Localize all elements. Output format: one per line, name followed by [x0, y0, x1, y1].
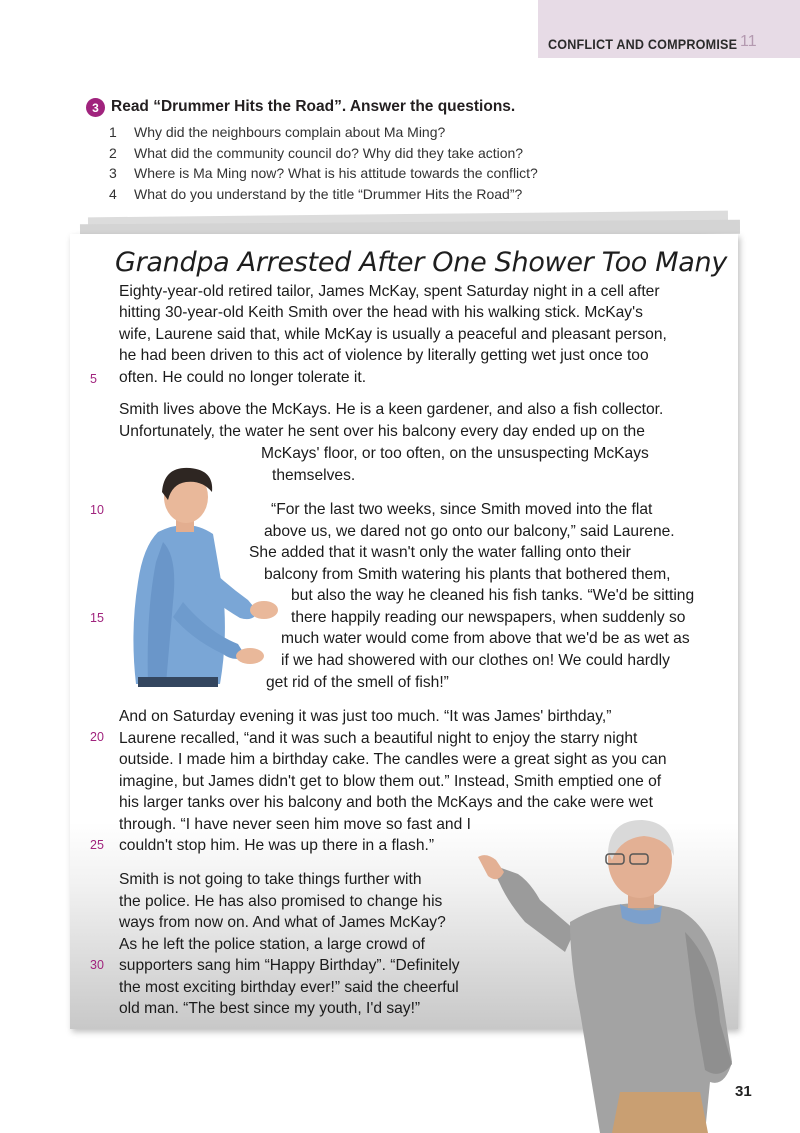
question-item — [109, 145, 523, 161]
question-item — [109, 124, 445, 140]
article-line: Eighty-year-old retired tailor, James McKay, spent Saturday night in a cell after — [119, 283, 660, 300]
line-number: 20 — [90, 730, 104, 744]
article-line: often. He could no longer tolerate it. — [119, 369, 367, 386]
article-line: Smith lives above the McKays. He is a keen gardener, and also a fish collector. — [119, 401, 664, 418]
page-number: 31 — [735, 1083, 752, 1100]
article-line: couldn't stop him. He was up there in a flash.” — [119, 837, 435, 854]
question-text: What did the community council do? Why did they take action? — [134, 145, 524, 161]
article-line: supporters sang him “Happy Birthday”. “Definitely — [119, 957, 460, 974]
article-line: his larger tanks over his balcony and both the McKays and the cake were wet — [119, 794, 653, 811]
article-line: get rid of the smell of fish!” — [266, 674, 449, 691]
line-number: 25 — [90, 838, 104, 852]
article-line: And on Saturday evening it was just too much. “It was James' birthday,” — [119, 708, 612, 725]
question-number: 1 — [109, 124, 117, 140]
chapter-number: 11 — [740, 33, 757, 50]
article-line: hitting 30-year-old Keith Smith over the head with his walking stick. McKay's — [119, 304, 643, 321]
article-line: wife, Laurene said that, while McKay is usually a peaceful and pleasant person, — [119, 326, 667, 343]
article-line: through. “I have never seen him move so fast and I — [119, 816, 471, 833]
task-number-badge: 3 — [86, 98, 105, 117]
article-line: Smith is not going to take things further with — [119, 871, 422, 888]
article-line: She added that it wasn't only the water falling onto their — [249, 544, 631, 561]
article-line: “For the last two weeks, since Smith moved into the flat — [271, 501, 653, 518]
question-text: What do you understand by the title “Drummer Hits the Road”? — [134, 186, 523, 202]
article-line: the police. He has also promised to change his — [119, 893, 443, 910]
article-line: themselves. — [272, 467, 356, 484]
line-number: 30 — [90, 958, 104, 972]
question-text: Where is Ma Ming now? What is his attitude towards the conflict? — [134, 165, 538, 181]
article-line: he had been driven to this act of violence by literally getting wet just once too — [119, 347, 649, 364]
article-line: balcony from Smith watering his plants that bothered them, — [264, 566, 671, 583]
article-line: much water would come from above that we'd be as wet as — [281, 630, 690, 647]
article-line: there happily reading our newspapers, when suddenly so — [291, 609, 686, 626]
question-item — [109, 165, 538, 181]
question-text: Why did the neighbours complain about Ma Ming? — [134, 124, 446, 140]
article-line: but also the way he cleaned his fish tanks. “We'd be sitting — [291, 587, 695, 604]
article-line: Laurene recalled, “and it was such a beautiful night to enjoy the starry night — [119, 730, 638, 747]
question-number: 4 — [109, 186, 117, 202]
line-number: 5 — [90, 372, 97, 386]
question-number: 3 — [109, 165, 117, 181]
chapter-title: CONFLICT AND COMPROMISE — [548, 36, 738, 52]
task-instruction: Read “Drummer Hits the Road”. Answer the questions. — [111, 98, 516, 115]
article-line: Unfortunately, the water he sent over his balcony every day ended up on the — [119, 423, 645, 440]
article-line: outside. I made him a birthday cake. The candles were a great sight as you can — [119, 751, 667, 768]
line-number: 10 — [90, 503, 104, 517]
article-line: old man. “The best since my youth, I'd say!” — [119, 1000, 421, 1017]
article-line: above us, we dared not go onto our balcony,” said Laurene. — [264, 523, 675, 540]
article-line: As he left the police station, a large crowd of — [119, 936, 425, 953]
article-line: McKays' floor, or too often, on the unsuspecting McKays — [261, 445, 649, 462]
article-line: ways from now on. And what of James McKay? — [119, 914, 446, 931]
article-line: if we had showered with our clothes on! We could hardly — [281, 652, 670, 669]
question-number: 2 — [109, 145, 117, 161]
question-item — [109, 186, 522, 202]
article-line: the most exciting birthday ever!” said the cheerful — [119, 979, 459, 996]
article-title: Grandpa Arrested After One Shower Too Many — [115, 247, 728, 278]
line-number: 15 — [90, 611, 104, 625]
pointing-old-man-illustration — [470, 812, 740, 1133]
article-line: imagine, but James didn't get to blow them out.” Instead, Smith emptied one of — [119, 773, 662, 790]
